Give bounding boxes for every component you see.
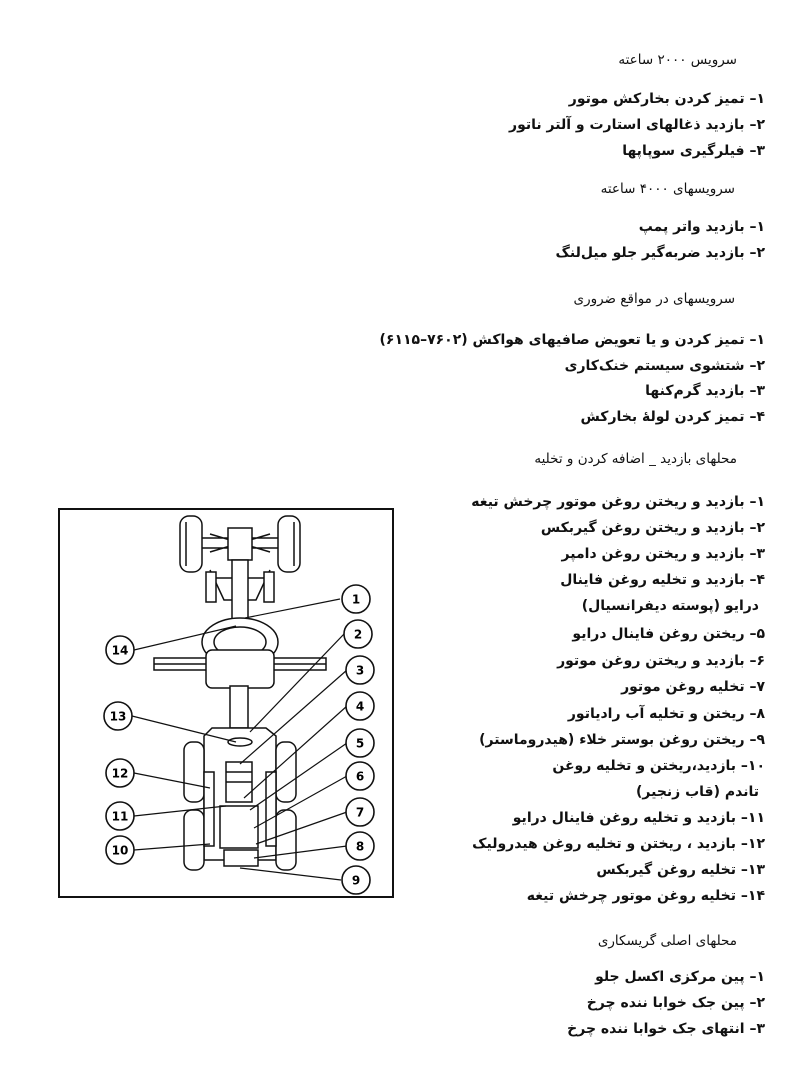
front-right-tire (278, 516, 300, 572)
list-item: ۴– بازدید و تخلیه روغن فاینال (560, 572, 765, 588)
list-item: ۱– تمیز کردن بخارکش موتور (568, 91, 765, 107)
list-item: ۱– بازدید و ریختن روغن موتور چرخش تیغه (471, 494, 765, 510)
callout-14 (106, 636, 134, 664)
list-item: ۵– ریختن روغن فاینال درایو (572, 626, 765, 642)
callout-1 (342, 585, 370, 613)
tandem-right (266, 772, 276, 846)
list-item: ۲– پین جک خوابا ننده چرخ (586, 995, 765, 1011)
callout-12 (106, 759, 134, 787)
list-item: ۱۴– تخلیه روغن موتور چرخش تیغه (526, 888, 765, 904)
list-item: ۱– بازدید واتر پمپ (638, 219, 765, 235)
callout-2 (344, 620, 372, 648)
rear-left-tire-back (184, 810, 204, 870)
list-item: ۲– بازدید ذغالهای استارت و آلتر ناتور (509, 117, 765, 133)
callout-7 (346, 798, 374, 826)
leader-1 (245, 599, 340, 618)
callout-4 (346, 692, 374, 720)
tandem-left (204, 772, 214, 846)
list-item: ۲– بازدید و ریختن روغن گیربکس (540, 520, 765, 536)
main-frame (230, 686, 248, 728)
section-heading-check-fill-drain: محلهای بازدید _ اضافه کردن و تخلیه (534, 451, 737, 467)
callout-number: 7 (355, 805, 365, 820)
list-item: ۳– بازدید و ریختن روغن دامپر (561, 546, 765, 562)
callout-5 (346, 729, 374, 757)
list-item: ۷– تخلیه روغن موتور (621, 679, 765, 695)
callout-8 (346, 832, 374, 860)
list-item: ۹– ریختن روغن بوستر خلاء (هیدروماستر) (479, 732, 765, 748)
list-item: ۱۲– بازدید ، ریختن و تخلیه روغن هیدرولیک (472, 836, 765, 852)
callout-10 (106, 836, 134, 864)
callout-9 (342, 866, 370, 894)
callout-number: 1 (351, 592, 361, 607)
list-item: ۳– بازدید گرم‌کنها (645, 383, 765, 399)
callout-number: 2 (353, 627, 363, 642)
list-item-continuation: تاندم (قاب زنجیر) (636, 784, 759, 800)
rear-left-tire-front (184, 742, 204, 802)
section-heading-4000h: سرویسهای ۴۰۰۰ ساعته (600, 181, 735, 197)
callout-number: 5 (355, 736, 365, 751)
section-heading-2000h: سرویس ۲۰۰۰ ساعته (618, 52, 737, 68)
section-heading-grease-points: محلهای اصلی گریسکاری (597, 933, 737, 949)
callout-number: 3 (355, 663, 365, 678)
list-item: ۶– بازدید و ریختن روغن موتور (557, 653, 765, 669)
callout-number: 8 (355, 839, 365, 854)
list-item: ۱۰– بازدید،ریختن و تخلیه روغن (552, 758, 765, 774)
front-left-tire (180, 516, 202, 572)
callout-number: 10 (111, 843, 129, 858)
list-item: ۱– تمیز کردن و یا تعویض صافیهای هواکش (۷۶۰۲–۶۱۱۵) (379, 332, 765, 348)
vehicle-service-points-diagram (58, 508, 394, 898)
list-item: ۲– شتشوی سیستم خنک‌کاری (564, 358, 765, 374)
rear-right-tire-back (276, 810, 296, 870)
callout-number: 12 (111, 766, 129, 781)
callout-number: 6 (355, 769, 365, 784)
list-item-continuation: درایو (پوسته دیفرانسیال) (581, 598, 759, 614)
section-heading-as-needed: سرویسهای در مواقع ضروری (573, 291, 735, 307)
callout-number: 14 (111, 643, 129, 658)
list-item: ۳– انتهای جک خوابا ننده چرخ (567, 1021, 765, 1037)
callout-13 (104, 702, 132, 730)
list-item: ۳– فیلرگیری سوپاپها (622, 143, 765, 159)
list-item: ۸– ریختن و تخلیه آب رادیاتور (567, 706, 765, 722)
list-item: ۱– پین مرکزی اکسل جلو (595, 969, 765, 985)
callout-6 (346, 762, 374, 790)
callout-3 (346, 656, 374, 684)
callout-number: 11 (111, 809, 129, 824)
callout-11 (106, 802, 134, 830)
list-item: ۱۳– تخلیه روغن گیربکس (596, 862, 765, 878)
list-item: ۴– تمیز کردن لوله‌ٔ بخارکش (580, 409, 765, 425)
list-item: ۲– بازدید ضربه‌گیر جلو میل‌لنگ (555, 245, 765, 261)
callout-number: 9 (351, 873, 361, 888)
rear-right-tire-front (276, 742, 296, 802)
callout-number: 13 (109, 709, 127, 724)
list-item: ۱۱– بازدید و تخلیه روغن فاینال درایو (512, 810, 765, 826)
callout-number: 4 (355, 699, 365, 714)
diagram-drawing (60, 510, 392, 896)
